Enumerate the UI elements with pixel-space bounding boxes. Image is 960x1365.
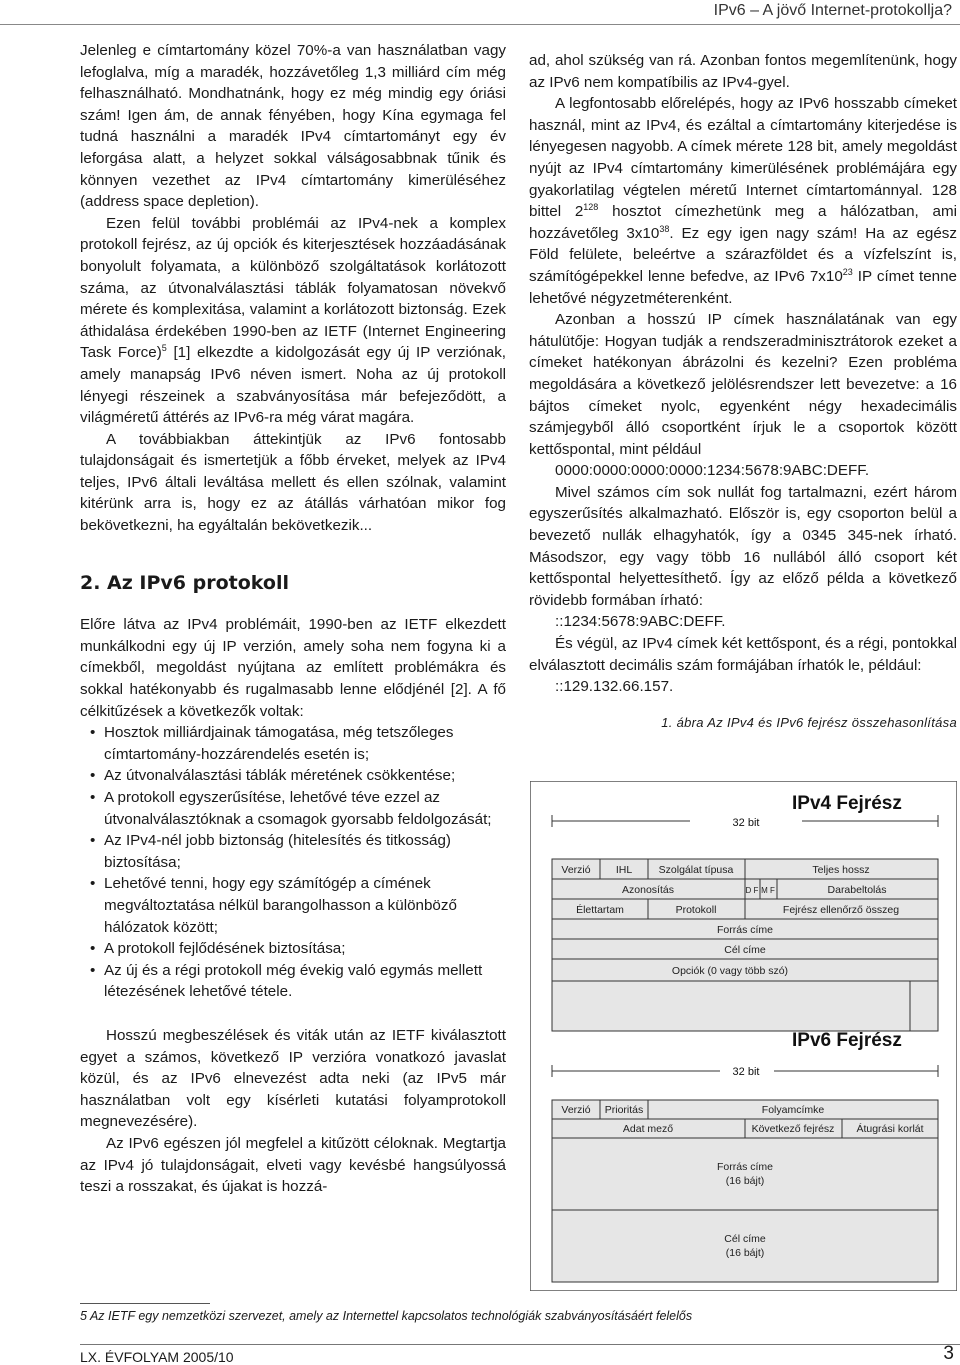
figure-caption: 1. ábra Az IPv4 és IPv6 fejrész összehasonlítása — [661, 714, 957, 730]
footnote-ref: 5 — [161, 343, 167, 354]
ipv6-field-hop-limit: Átugrási korlát — [856, 1123, 924, 1135]
ipv4-field-options: Opciók (0 vagy több szó) — [671, 965, 789, 977]
address-example: ::129.132.66.157. — [555, 678, 674, 696]
ipv6-field-destination: Cél címe — [724, 1233, 766, 1245]
paragraph: Azonban a hosszú IP címek használatának van egy hátulütője: Hogyan tudják a rendszeradminisztrátorok ezeket a címeket hatékonyan ábrázolni és kezelni? Ezen probléma megoldására a következő jelölésrendszer lett bevezetve: a 16 bájtos címeket nyolc, egyenként négy hexadecimális számjegyből álló csoportként írjuk le a csoportok között kettőspontal, mint például — [529, 311, 957, 458]
page-number: 3 — [943, 1343, 954, 1364]
paragraph: Ezen felül további problémái az IPv4-nek a komplex protokoll fejrész, az új opciók és kiterjesztések hozzáadásának bonyolult folyamata, a különböző szolgáltatások korlátozott száma, az útvonalválasztási táblák folyamatosan növekvő mérete és komplexitása, valamint a korlátozott biztonság. Ezek áthidalása érdekében 1990-ben az IETF (Internet Engineering Task Force)$^5$ [1] elkezdte a kidolgozását egy új IP verziónak, amely manapság IPv6 néven ismert. Noha az új protokoll lényegi részeinek a szabványosítása már befejeződött, a világméretű áttérés az IPv6-ra még várat magára. — [80, 214, 507, 427]
ipv4-field-service-type: Szolgálat típusa — [658, 864, 734, 876]
paragraph: A legfontosabb előrelépés, hogy az IPv6 hosszabb címeket használ, mint az IPv4, és ezáltal a címtartomány kiterjedése is lényegesen nagyobb. A címek mérete 128 bit, amely megoldást nyújt az IPv4 címtartomány kimerülésének problémájára egy gyakorlatilag végtelen méretű Internet címtartománnyal. 128 bittel $2^{128}$ hosztot címezhetünk meg a hálózatban, ami hozzávetőleg $3x10^{38}$. Ez egy igen nagy szám! Ha az egész Föld felülete, beleértve a szárazföldet és a vízfelszínt is, számítógépekkel lenne befedve, az IPv6 $7x10^{23}$ IP címet tenne lehetővé négyzetméterenként. — [529, 95, 957, 307]
list-item: • Az IPv4-nél jobb biztonság (hitelesítés és titkosság) biztosítása; — [90, 832, 451, 871]
header-comparison-figure — [530, 781, 957, 1291]
ipv4-field-identification: Azonosítás — [622, 884, 674, 896]
ipv6-title: IPv6 Fejrész — [792, 1030, 902, 1051]
ipv6-width-label: 32 bit — [732, 1066, 760, 1078]
ipv4-field-ihl: IHL — [615, 864, 633, 876]
ipv6-field-source-size: (16 bájt) — [725, 1175, 765, 1187]
ipv4-field-mf: M F — [761, 886, 775, 895]
footnote-rule — [80, 1303, 210, 1304]
ipv4-field-source: Forrás címe — [716, 924, 774, 936]
header-rule — [0, 24, 960, 25]
ipv4-width-label: 32 bit — [732, 817, 760, 829]
ipv6-field-source: Forrás címe — [716, 1161, 774, 1173]
ipv6-field-payload: Adat mező — [622, 1123, 674, 1135]
address-example: 0000:0000:0000:0000:1234:5678:9ABC:DEFF. — [555, 462, 870, 480]
ipv4-field-checksum: Fejrész ellenőrző összeg — [782, 904, 900, 916]
list-item: • Az új és a régi protokoll még évekig való egymás mellett létezésének lehetővé tétele. — [90, 961, 483, 1001]
ipv4-field-ttl: Élettartam — [576, 904, 624, 916]
paragraph: És végül, az IPv4 címek két kettőspont, és a régi, pontokkal elválasztott decimális szám formájában írhatók le, például: — [529, 635, 957, 674]
running-title: IPv6 – A jövő Internet-protokollja? — [713, 2, 952, 19]
paragraph: Mivel számos cím sok nullát fog tartalmazni, ezért három egyszerűsítés alkalmazható. Először is, egy csoporton belül a bevezető nullák elhagyhatók, így a 0345 345-nek írható. Másodszor, egy vagy több 16 nullából álló csoport két kettőspontal helyettesíthető. Így az előző példa a következő rövidebb formában írható: — [529, 483, 957, 609]
ipv6-field-flow-label: Folyamcímke — [761, 1104, 825, 1116]
page-header — [0, 0, 960, 24]
ipv4-title: IPv4 Fejrész — [792, 793, 902, 814]
left-column — [80, 40, 506, 1198]
list-item: • Hosztok milliárdjainak támogatása, még tetszőleges címtartomány-hozzárendelés esetén is; — [90, 724, 454, 763]
list-item: • Lehetővé tenni, hogy egy számítógép a címének megváltoztatása nélkül barangolhasson a különböző hálózatok között; — [90, 875, 457, 936]
list-item: • A protokoll egyszerűsítése, lehetővé téve ezzel az útvonalválasztóknak a csomagok gyorsabb feldolgozását; — [90, 789, 492, 828]
paragraph: Az IPv6 egészen jól megfelel a kitűzött céloknak. Megtartja az IPv4 jó tulajdonságait, elveti vagy kevésbé hangsúlyossá teszi a rosszakat, és újakat is hozzá- — [80, 1134, 506, 1196]
ipv6-field-version: Verzió — [561, 1104, 591, 1116]
goals-list — [80, 722, 506, 1003]
address-example: ::1234:5678:9ABC:DEFF. — [555, 613, 726, 631]
ipv4-field-destination: Cél címe — [724, 944, 766, 956]
issue-label: LX. ÉVFOLYAM 2005/10 — [80, 1349, 234, 1365]
paragraph: Jelenleg e címtartomány közel 70%-a van használatban vagy lefoglalva, míg a maradék, hozzávetőleg 1,3 milliárd cím még felhasználható. Mondhatnánk, hogy ez még mindig egy óriási szám! Igen ám, de annak fényében, hogy Kína egymaga fel tudná használni a maradék IPv4 címtartományt egy év leforgása alatt, a helyzet sokkal válságosabbnak tűnik és könnyen vezethet az IPv4 címtartomány kimerüléséhez (address space depletion). — [80, 42, 506, 211]
footer-rule — [80, 1344, 960, 1345]
right-column — [529, 50, 957, 733]
ipv4-field-total-length: Teljes hossz — [812, 864, 870, 876]
ipv6-field-next-header: Következő fejrész — [751, 1123, 835, 1135]
paragraph: ad, ahol szükség van rá. Azonban fontos megemlítenünk, hogy az IPv6 nem kompatíbilis az IPv4-gyel. — [529, 52, 957, 91]
paragraph: Hosszú megbeszélések és viták után az IETF kiválasztott egyet a számos, következő IP verzióra vonatkozó javaslat közül, és az IPv6 elnevezést adta neki (az IPv5 már használatban volt egy kísérleti kutatási folyamprotokoll megnevezésére). — [80, 1026, 506, 1131]
ipv4-field-protocol: Protokoll — [675, 904, 717, 916]
paragraph: Előre látva az IPv4 problémáit, 1990-ben az IETF elkezdett munkálkodni egy új IP verzión, amely soha nem fogyna ki a címekből, megoldást nyújtana az említett problémákra és sokkal hatékonyabb és rugalmasabb lenne elődjénél [2]. A fő célkitűzések a következők voltak: — [80, 616, 506, 720]
footnote: 5 Az IETF egy nemzetközi szervezet, amely az Internettel kapcsolatos technológiák szabványosításáért felelős — [80, 1309, 693, 1323]
ipv4-field-fragment-offset: Darabeltolás — [827, 884, 887, 896]
list-item: • Az útvonalválasztási táblák méretének csökkentése; — [90, 767, 456, 785]
section-heading: 2. Az IPv6 protokoll — [80, 571, 290, 594]
paragraph: A továbbiakban áttekintjük az IPv6 fontosabb tulajdonságait és ismertetjük a főbb érveket, melyek az IPv4 teljes, IPv6 általi leváltása mellett és ellen szólnak, valamint kitérünk arra is, hogy ez az átállás várhatóan mikor fog bekövetkezni, ha egyáltalán bekövetkezik... — [80, 430, 506, 535]
ipv4-field-version: Verzió — [561, 864, 591, 876]
ipv4-field-df: D F — [745, 886, 759, 895]
ipv6-field-priority: Prioritás — [604, 1104, 644, 1116]
list-item: • A protokoll fejlődésének biztosítása; — [90, 940, 346, 958]
ipv6-field-destination-size: (16 bájt) — [725, 1247, 765, 1259]
